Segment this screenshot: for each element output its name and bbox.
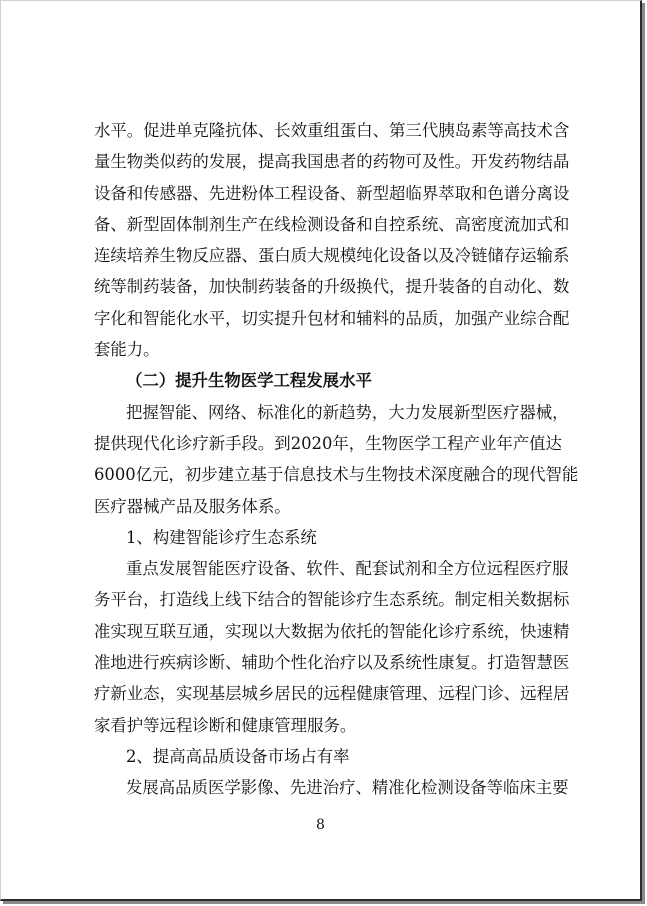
paragraph-line: 提 供 现 代 化 诊 疗 新 手 段 。 到 2020 年 ， 生 物 医 学 工 程 产 业 年 产 值 达	[94, 433, 562, 453]
paragraph-line: 水 平 。 促 进 单 克 隆 抗 体 、 长 效 重 组 蛋 白 、 第 三 代 胰 岛 素 等 高 技 术 含	[94, 121, 570, 140]
paragraph-line: 6000 亿 元 ， 初 步 建 立 基 于 信 息 技 术 与 生 物 技 术 深 度 融 合 的 现 代 智 能	[94, 465, 579, 485]
paragraph-line: 套能力。	[94, 340, 160, 360]
subsection-heading: 1、构建智能诊疗生态系统	[126, 527, 317, 547]
paragraph-line: 准 地 进 行 疾 病 诊 断 、 辅 助 个 性 化 治 疗 以 及 系 统 性 康 复 。 打 造 智 慧 医	[94, 653, 570, 673]
page-number: 8	[316, 817, 325, 833]
paragraph-line: 备 、 新 型 固 体 制 剂 生 产 在 线 检 测 设 备 和 自 控 系 统 、 高 密 度 流 加 式 和	[94, 214, 570, 234]
paragraph-line: 统 等 制 药 装 备 ， 加 快 制 药 装 备 的 升 级 换 代 ， 提 升 装 备 的 自 动 化 、 数	[94, 277, 570, 297]
paragraph-line: 字 化 和 智 能 化 水 平 ， 切 实 提 升 包 材 和 辅 料 的 品 质 ， 加 强 产 业 综 合 配	[94, 308, 570, 328]
paragraph-line: 重 点 发 展 智 能 医 疗 设 备 、 软 件 、 配 套 试 剂 和 全 方 位 远 程 医 疗 服	[126, 559, 569, 579]
paragraph-line: 准 实 现 互 联 互 通 ， 实 现 以 大 数 据 为 依 托 的 智 能 化 诊 疗 系 统 ， 快 速 精	[94, 621, 570, 641]
paragraph-line: 把 握 智 能 、 网 络 、 标 准 化 的 新 趋 势 ， 大 力 发 展 新 型 医 疗 器 械 ，	[126, 402, 569, 422]
paragraph-line: 量 生 物 类 似 药 的 发 展 ， 提 高 我 国 患 者 的 药 物 可 及 性 。 开 发 药 物 结 晶	[94, 152, 570, 172]
paragraph-line: 设 备 和 传 感 器 、 先 进 粉 体 工 程 设 备 、 新 型 超 临 界 萃 取 和 色 谱 分 离 设	[94, 183, 570, 203]
paragraph-line: 医疗器械产品及服务体系。	[94, 496, 291, 516]
paragraph-line: 家看护等远程诊断和健康管理服务。	[94, 715, 357, 735]
paragraph-line: 连 续 培 养 生 物 反 应 器 、 蛋 白 质 大 规 模 纯 化 设 备 以 及 冷 链 储 存 运 输 系	[94, 246, 570, 266]
paragraph-line: 发 展 高 品 质 医 学 影 像 、 先 进 治 疗 、 精 准 化 检 测 设 备 等 临 床 主 要	[126, 778, 569, 798]
document-body	[94, 115, 579, 804]
section-heading: （二）提升生物医学工程发展水平	[126, 371, 372, 391]
paragraph-line: 务 平 台 ， 打 造 线 上 线 下 结 合 的 智 能 诊 疗 生 态 系 统 。 制 定 相 关 数 据 标	[94, 590, 570, 610]
paragraph-line: 疗 新 业 态 ， 实 现 基 层 城 乡 居 民 的 远 程 健 康 管 理 、 远 程 门 诊 、 远 程 居	[94, 684, 570, 704]
subsection-heading: 2、提高高品质设备市场占有率	[126, 746, 350, 766]
